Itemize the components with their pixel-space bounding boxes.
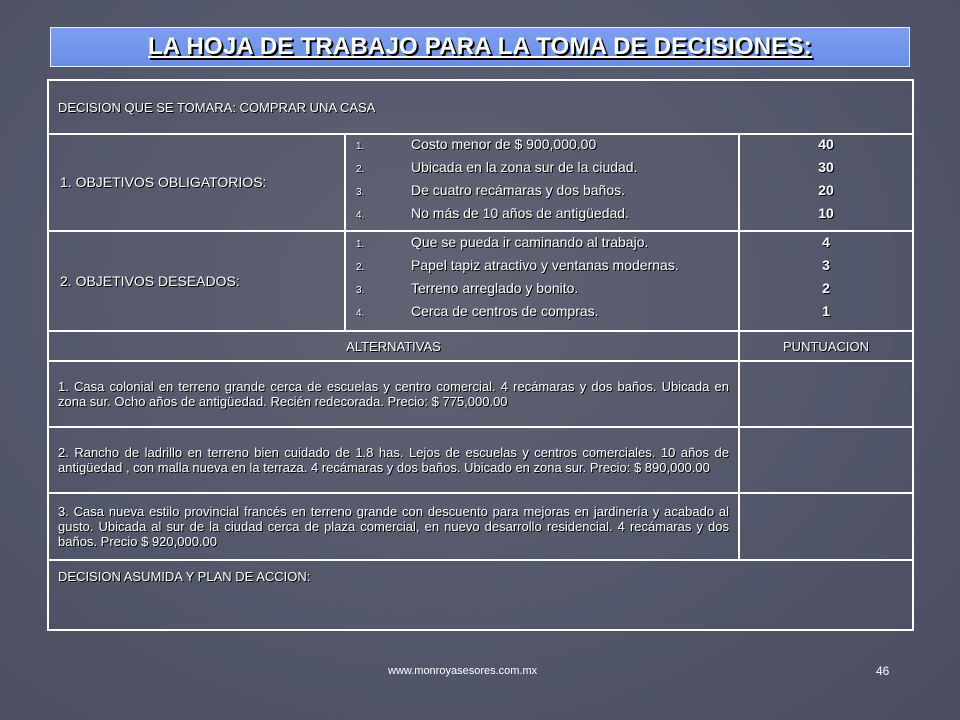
item-text: Que se pueda ir caminando al trabajo. [411, 234, 649, 250]
item-number: 4. [356, 308, 365, 319]
final-decision-label: DECISION ASUMIDA Y PLAN DE ACCION: [48, 560, 913, 630]
alternative-score-cell [739, 427, 913, 493]
desired-objectives-cell [345, 231, 739, 331]
footer-url: www.monroyasesores.com.mx [388, 665, 538, 677]
mandatory-objectives-cell [345, 134, 739, 231]
final-decision-row [48, 560, 913, 630]
item-text: De cuatro recámaras y dos baños. [411, 181, 625, 198]
alternative-text: 3. Casa nueva estilo provincial francés en terreno grande con descuento para mejoras en jardinería y acabado al gusto. Ubicada al sur de la ciudad cerca de plaza comercial, en nuevo desarrollo residencial. 4 recámaras y dos baños. Precio $ 920,000.00 [48, 493, 739, 560]
item-text: Ubicada en la zona sur de la ciudad. [411, 158, 638, 175]
item-number: 2. [356, 163, 365, 175]
title-bar [50, 27, 910, 67]
mandatory-scores-cell [739, 134, 913, 231]
list-item [356, 258, 738, 281]
score-value: 4 [822, 234, 830, 250]
alternative-text: 1. Casa colonial en terreno grande cerca de escuelas y centro comercial. 4 recámaras y dos baños. Ubicada en zona sur. Ocho años de antigüedad. Recién redecorada. Precio: $ 775,000.00 [48, 361, 739, 427]
alternative-row [48, 427, 913, 493]
desired-objectives-list [346, 235, 738, 327]
score-value: 20 [818, 181, 834, 198]
list-item [356, 235, 738, 258]
page-number: 46 [876, 664, 890, 678]
alternative-text: 2. Rancho de ladrillo en terreno bien cuidado de 1.8 has. Lejos de escuelas y centros comerciales. 10 años de antigüedad , con malla nueva en la terraza. 4 recámaras y dos baños. Ubicado en zona sur. Precio: $ 890,000.00 [48, 427, 739, 493]
list-item [356, 183, 738, 206]
alternative-score-cell [739, 493, 913, 560]
item-number: 4. [356, 209, 365, 221]
mandatory-objectives-label: 1. OBJETIVOS OBLIGATORIOS: [48, 134, 345, 231]
score-value: 30 [818, 158, 834, 175]
item-number: 3. [356, 186, 365, 198]
item-text: Cerca de centros de compras. [411, 303, 599, 319]
item-text: Terreno arreglado y bonito. [411, 280, 579, 296]
item-text: No más de 10 años de antigüedad. [411, 204, 629, 221]
score-value: 1 [822, 303, 830, 319]
score-value: 3 [822, 257, 830, 273]
item-number: 1. [356, 239, 365, 250]
list-item [356, 304, 738, 327]
desired-scores-cell [739, 231, 913, 331]
list-item [356, 281, 738, 304]
page-title: LA HOJA DE TRABAJO PARA LA TOMA DE DECISIONES: [148, 33, 812, 60]
item-number: 1. [356, 140, 365, 152]
item-text: Costo menor de $ 900,000.00 [411, 135, 597, 152]
score-value: 10 [818, 204, 834, 221]
score-value: 2 [822, 280, 830, 296]
decision-header-row [48, 80, 913, 134]
item-text: Papel tapiz atractivo y ventanas modernas. [411, 257, 679, 273]
mandatory-objectives-row [48, 134, 913, 231]
item-number: 3. [356, 285, 365, 296]
list-item [356, 137, 738, 160]
item-number: 2. [356, 262, 365, 273]
decision-header: DECISION QUE SE TOMARA: COMPRAR UNA CASA [48, 80, 913, 134]
score-header: PUNTUACION [739, 331, 913, 361]
desired-objectives-row [48, 231, 913, 331]
mandatory-objectives-list [346, 137, 738, 229]
alternatives-header: ALTERNATIVAS [48, 331, 739, 361]
alternative-score-cell [739, 361, 913, 427]
decision-worksheet-table [47, 79, 914, 631]
alternatives-header-row [48, 331, 913, 361]
alternative-row [48, 493, 913, 560]
score-value: 40 [818, 135, 834, 152]
list-item [356, 160, 738, 183]
alternative-row [48, 361, 913, 427]
list-item [356, 206, 738, 229]
desired-objectives-label: 2. OBJETIVOS DESEADOS: [48, 231, 345, 331]
